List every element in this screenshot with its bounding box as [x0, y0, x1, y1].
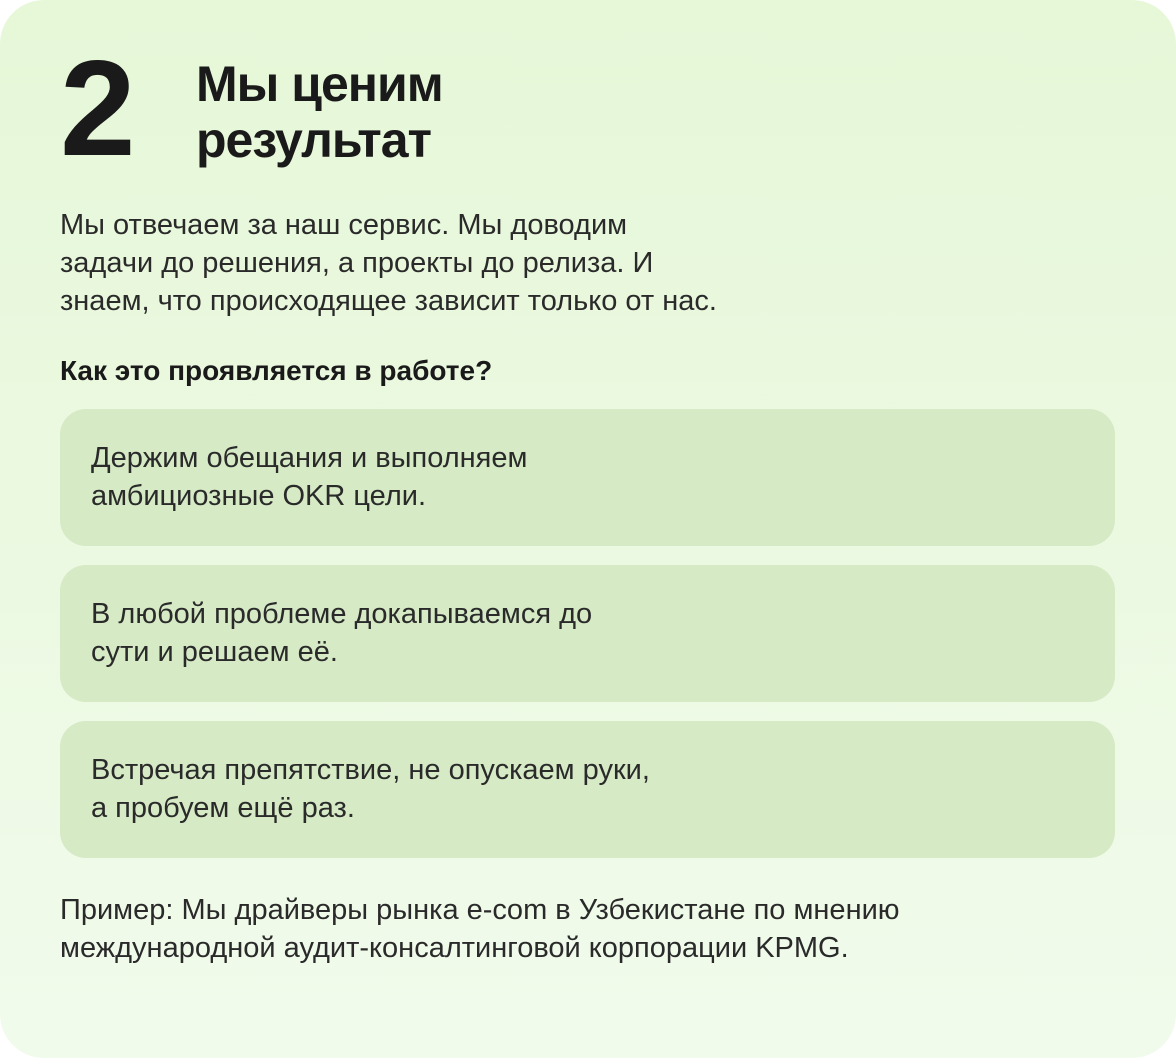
intro-line: задачи до решения, а проекты до релиза. И — [60, 247, 654, 279]
practice-item — [60, 721, 1115, 858]
section-question: Как это проявляется в работе? — [60, 355, 493, 386]
practice-item-line: амбициозные OKR цели. — [91, 480, 427, 512]
practice-item-line: В любой проблеме докапываемся до — [91, 598, 593, 630]
intro-line: Мы отвечаем за наш сервис. Мы доводим — [60, 209, 628, 241]
example-line: Пример: Мы драйверы рынка e-com в Узбекистане по мнению — [60, 894, 900, 926]
intro-line: знаем, что происходящее зависит только от нас. — [60, 285, 717, 317]
practice-item-line: Встречая препятствие, не опускаем руки, — [91, 754, 650, 786]
practice-item — [60, 565, 1115, 702]
value-title-line: результат — [196, 112, 431, 168]
practice-item — [60, 409, 1115, 546]
example-text — [60, 891, 1120, 967]
value-title-line: Мы ценим — [196, 56, 443, 112]
intro-text — [60, 206, 880, 320]
practice-item-line: сути и решаем её. — [91, 636, 338, 668]
practice-item-line: а пробуем ещё раз. — [91, 792, 355, 824]
example-line: международной аудит-консалтинговой корпорации KPMG. — [60, 932, 849, 964]
value-title — [196, 56, 696, 168]
value-number: 2 — [60, 32, 132, 184]
practice-item-line: Держим обещания и выполняем — [91, 442, 528, 474]
